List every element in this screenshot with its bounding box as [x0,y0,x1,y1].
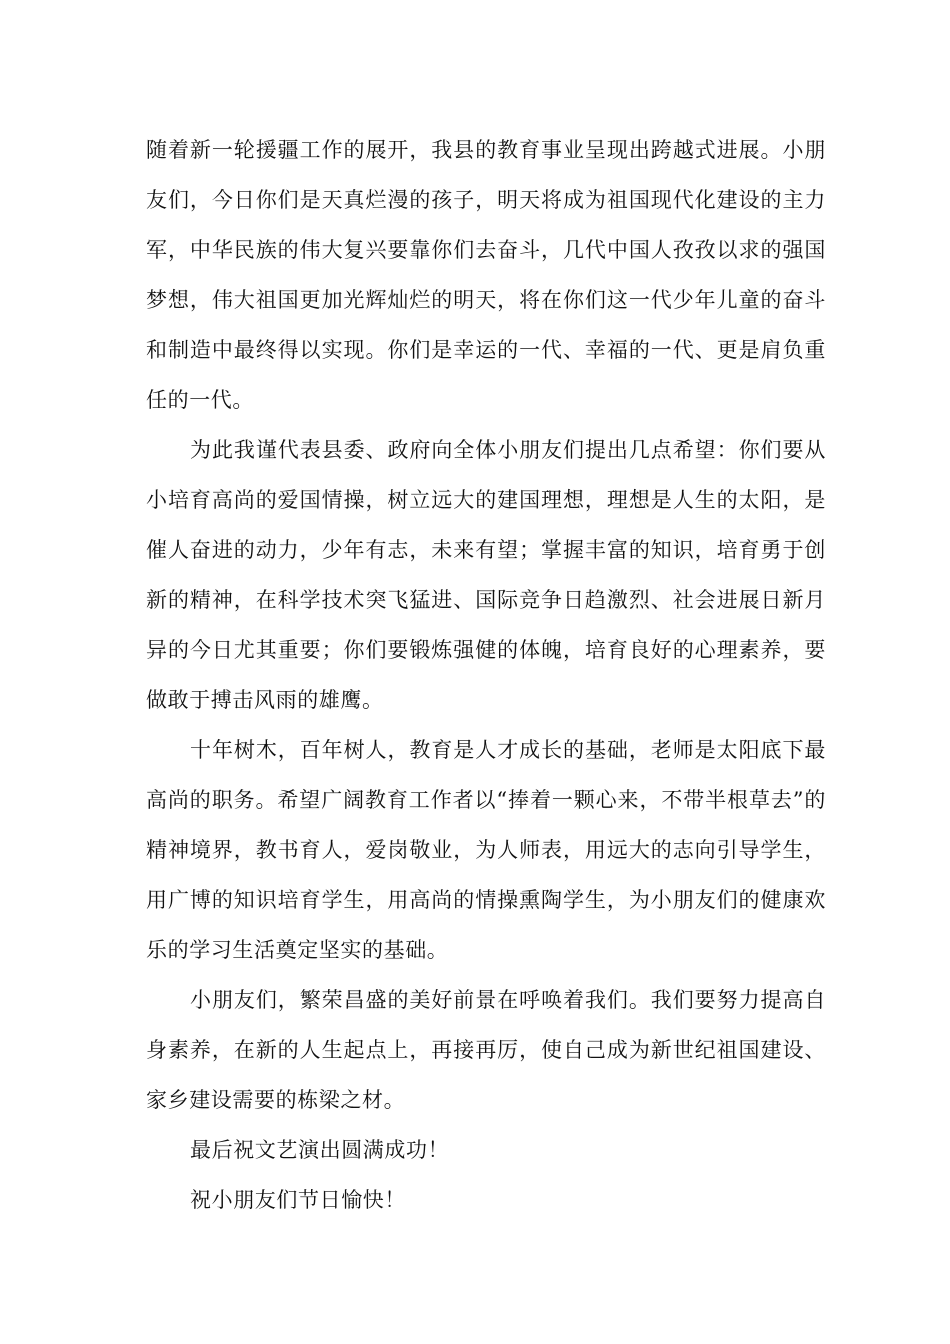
paragraph-5: 最后祝文艺演出圆满成功！ [190,1138,450,1162]
paragraph-1: 随着新一轮援疆工作的展开，我县的教育事业呈现出跨越式进展。小朋友们，今日你们是天真烂漫的孩子，明天将成为祖国现代化建设的主力军，中华民族的伟大复兴要靠你们去奋斗，几代中国人孜孜以求的强国梦想，伟大祖国更加光辉灿烂的明天，将在你们这一代少年儿童的奋斗和制造中最终得以实现。你们是幸运的一代、幸福的一代、更是肩负重任的一代。 [146,138,826,412]
paragraph-6: 祝小朋友们节日愉快！ [190,1188,406,1212]
paragraph-3: 十年树木，百年树人，教育是人才成长的基础，老师是太阳底下最高尚的职务。希望广阔教育工作者以“捧着一颗心来，不带半根草去”的精神境界，教书育人，爱岗敬业，为人师表，用远大的志向引导学生，用广博的知识培育学生，用高尚的情操熏陶学生，为小朋友们的健康欢乐的学习生活奠定坚实的基础。 [146,738,826,962]
paragraph-4: 小朋友们，繁荣昌盛的美好前景在呼唤着我们。我们要努力提高自身素养，在新的人生起点上，再接再厉，使自己成为新世纪祖国建设、家乡建设需要的栋梁之材。 [146,988,826,1112]
paragraph-2: 为此我谨代表县委、政府向全体小朋友们提出几点希望：你们要从小培育高尚的爱国情操，树立远大的建国理想，理想是人生的太阳，是催人奋进的动力，少年有志，未来有望；掌握丰富的知识，培育勇于创新的精神，在科学技术突飞猛进、国际竞争日趋激烈、社会进展日新月异的今日尤其重要；你们要锻炼强健的体魄，培育良好的心理素养，要做敢于搏击风雨的雄鹰。 [146,438,826,712]
document-body [146,125,826,1225]
